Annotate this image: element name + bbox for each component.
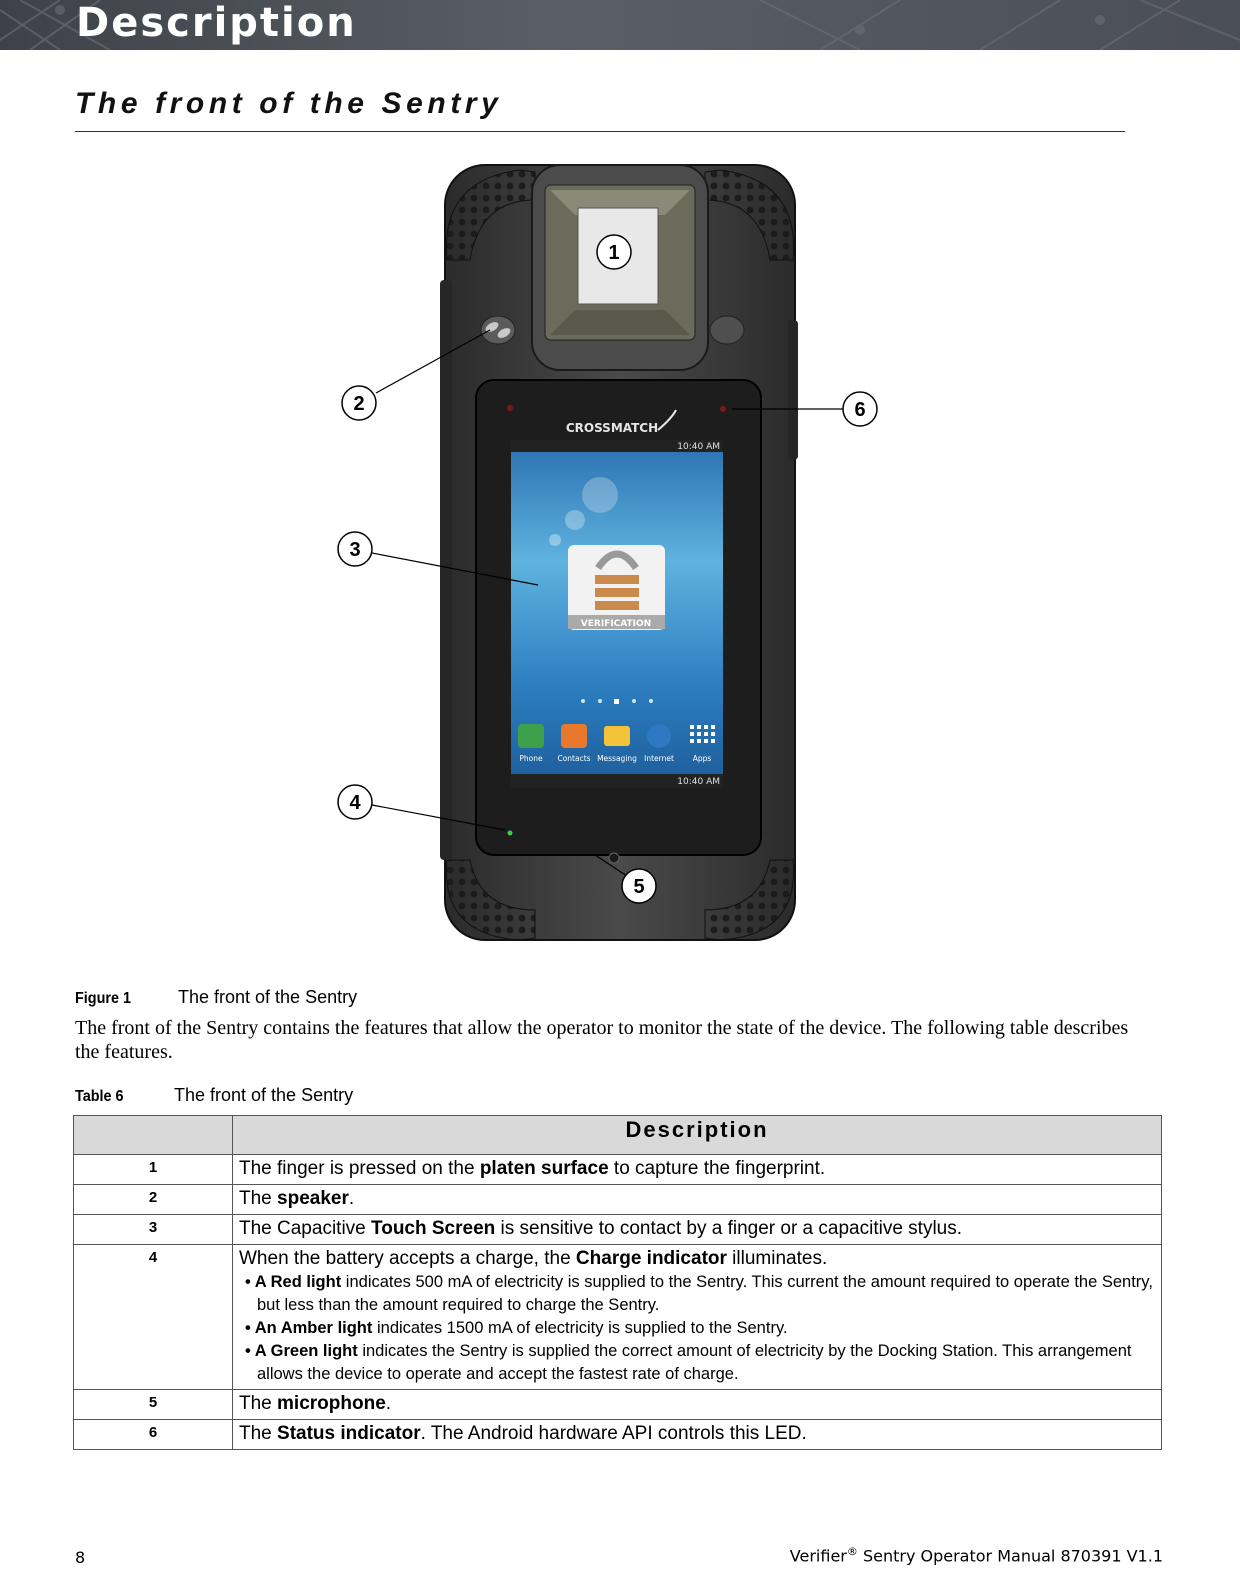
device-front-illustration [330,160,910,950]
table-caption [75,1084,354,1108]
figure-caption-text: The front of the Sentry [178,987,358,1007]
list-item: • An Amber light indicates 1500 mA of electricity is supplied to the Sentry. [257,1317,1155,1340]
figure-label: Figure 1 [75,990,132,1007]
svg-text:6: 6 [854,399,866,421]
features-table [73,1115,1162,1450]
phone-icon [518,724,544,748]
intro-paragraph: The front of the Sentry contains the features that allow the operator to monitor the state of the device. The following table describes the features. [75,1017,1129,1063]
page-number: 8 [75,1548,86,1567]
figure-caption [75,986,358,1010]
row-number: 2 [74,1185,233,1215]
table-row [74,1420,1162,1450]
row-number: 4 [74,1245,233,1390]
list-item: • A Green light indicates the Sentry is supplied the correct amount of electricity by the Docking Station. This arrangement allows the device to operate and accept the fastest rate of charge. [257,1340,1155,1386]
chapter-title: Description [76,0,357,46]
table-row [74,1245,1162,1390]
row-number: 1 [74,1155,233,1185]
row-description: When the battery accepts a charge, the Charge indicator illuminates. • A Red light indicates 500 mA of electricity is supplied to the Sentry. This current the amount required to operate the Sentry, but less than the amount required to charge the Sentry. • An Amber light indicates 1500 mA of electricity is supplied to the Sentry. • A Green light indicates the Sentry is supplied the correct amount of electricity by the Docking Station. This arrangement allows the device to operate and accept the fastest rate of charge. [233,1245,1162,1390]
charge-light-list [239,1271,1155,1386]
row-number: 5 [74,1390,233,1420]
table-caption-text: The front of the Sentry [174,1085,354,1105]
row-description: The Capacitive Touch Screen is sensitive to contact by a finger or a capacitive stylus. [233,1215,1162,1245]
svg-text:VERIFICATION: VERIFICATION [580,619,652,629]
dock-label-internet: Internet [644,754,674,763]
charge-indicator-led [508,831,513,836]
microphone-hole [609,853,619,863]
dock-label-phone: Phone [519,754,543,763]
footer-doc-title: Verifier® Sentry Operator Manual 870391 V1.1 [789,1545,1163,1566]
svg-text:2: 2 [353,393,365,415]
table-row [74,1185,1162,1215]
row-description: The finger is pressed on the platen surface to capture the fingerprint. [233,1155,1162,1185]
dock-label-apps: Apps [692,754,712,763]
table-header-row [74,1116,1162,1155]
chapter-banner [0,0,1240,50]
brand-logo: CROSSMATCH [565,421,659,435]
header-number-cell [74,1116,233,1155]
row-description: The microphone. [233,1390,1162,1420]
table-row [74,1390,1162,1420]
row-number: 3 [74,1215,233,1245]
svg-text:5: 5 [633,876,645,898]
dock-label-contacts: Contacts [557,754,591,763]
list-item: • A Red light indicates 500 mA of electricity is supplied to the Sentry. This current the amount required to operate the Sentry, but less than the amount required to charge the Sentry. [257,1271,1155,1317]
messaging-icon [604,726,630,746]
table-label: Table 6 [75,1088,124,1105]
header-description-cell: Description [233,1116,1162,1155]
row-description: The Status indicator. The Android hardware API controls this LED. [233,1420,1162,1450]
contacts-icon [561,724,587,748]
row-number: 6 [74,1420,233,1450]
svg-text:4: 4 [349,792,361,814]
status-led [720,406,726,412]
table-row [74,1155,1162,1185]
internet-icon [647,724,671,748]
table-row [74,1215,1162,1245]
dock-label-messaging: Messaging [597,754,637,763]
svg-text:1: 1 [608,242,620,264]
status-time: 10:40 AM [677,442,720,452]
svg-text:10:40 AM: 10:40 AM [677,777,720,787]
section-rule [75,131,1125,132]
svg-text:3: 3 [349,539,361,561]
section-title: The front of the Sentry [75,87,503,120]
led-left [507,405,513,411]
row-description: The speaker. [233,1185,1162,1215]
